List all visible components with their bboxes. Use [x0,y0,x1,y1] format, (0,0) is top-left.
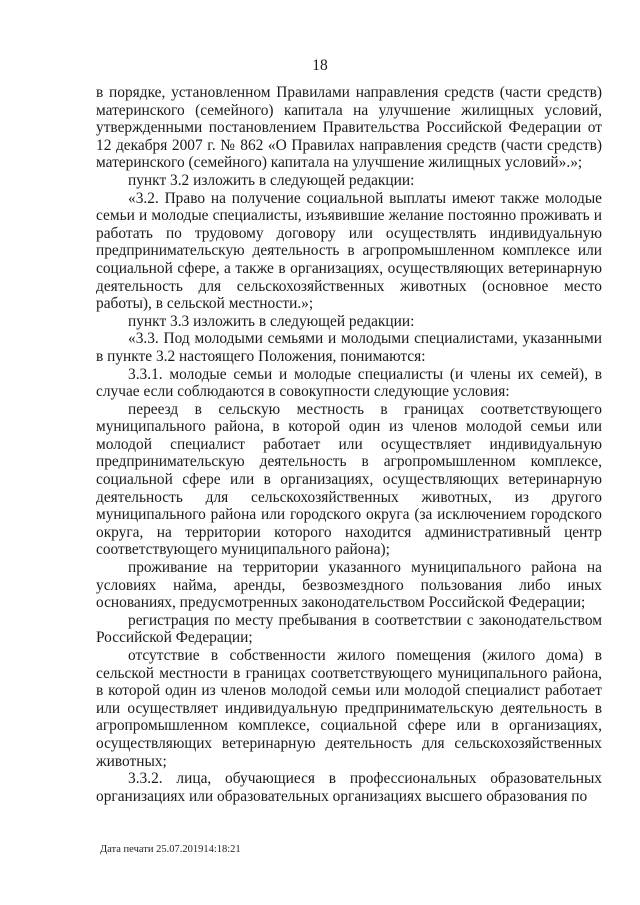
paragraph: регистрация по месту пребывания в соответствии с законодательством Российской Федерации; [96,611,602,647]
paragraph: 3.3.2. лица, обучающиеся в профессиональных образовательных организациях или образовательных организациях высшего образования по [96,770,602,805]
paragraph: «3.2. Право на получение социальной выплаты имеют также молодые семьи и молодые специалисты, изъявившие желание постоянно проживать и работать по трудовому договору или осуществлять индивидуальную предпринимательскую деятельность в агропромышленном комплексе или социальной сфере, а также в организациях, осуществляющих ветеринарную деятельность для сельскохозяйственных животных (основное место работы), в сельской местности.»; [96,189,602,313]
paragraph: переезд в сельскую местность в границах соответствующего муниципального района, в которой один из членов молодой семьи или молодой специалист работает или осуществляет индивидуальную предпринимательскую деятельность в агропромышленном комплексе, социальной сфере или в организациях, осуществляющих ветеринарную деятельность для сельскохозяйственных животных, из другого муниципального района или городского округа (за исключением городского округа, на территории которого находится административный центр соответствующего муниципального района); [96,400,602,559]
paragraph: пункт 3.2 изложить в следующей редакции: [128,171,415,189]
paragraph: «3.3. Под молодыми семьями и молодыми специалистами, указанными в пункте 3.2 настоящего Положения, понимаются: [96,330,602,365]
paragraph: 3.3.1. молодые семьи и молодые специалисты (и члены их семей), в случае если соблюдаются в совокупности следующие условия: [96,365,602,401]
print-date-footer: Дата печати 25.07.201914:18:21 [100,844,241,855]
page-number: 18 [312,57,328,74]
paragraph: в порядке, установленном Правилами направления средств (части средств) материнского (семейного) капитала на улучшение жилищных условий, утвержденными постановлением Правительства Российской Федерации от 12 декабря 2007 г. № 862 «О Правилах направления средств (части средств) материнского (семейного) капитала на улучшение жилищных условий».»; [96,84,602,172]
document-body [96,84,602,805]
paragraph: пункт 3.3 изложить в следующей редакции: [128,312,415,330]
paragraph: проживание на территории указанного муниципального района на условиях найма, аренды, безвозмездного пользования либо иных основаниях, предусмотренных законодательством Российской Федерации; [96,559,602,612]
paragraph: отсутствие в собственности жилого помещения (жилого дома) в сельской местности в границах соответствующего муниципального района, в которой один из членов молодой семьи или молодой специалист работает или осуществляет индивидуальную предпринимательскую деятельность в агропромышленном комплексе, социальной сфере или в организациях, осуществляющих ветеринарную деятельность для сельскохозяйственных животных; [96,647,602,770]
